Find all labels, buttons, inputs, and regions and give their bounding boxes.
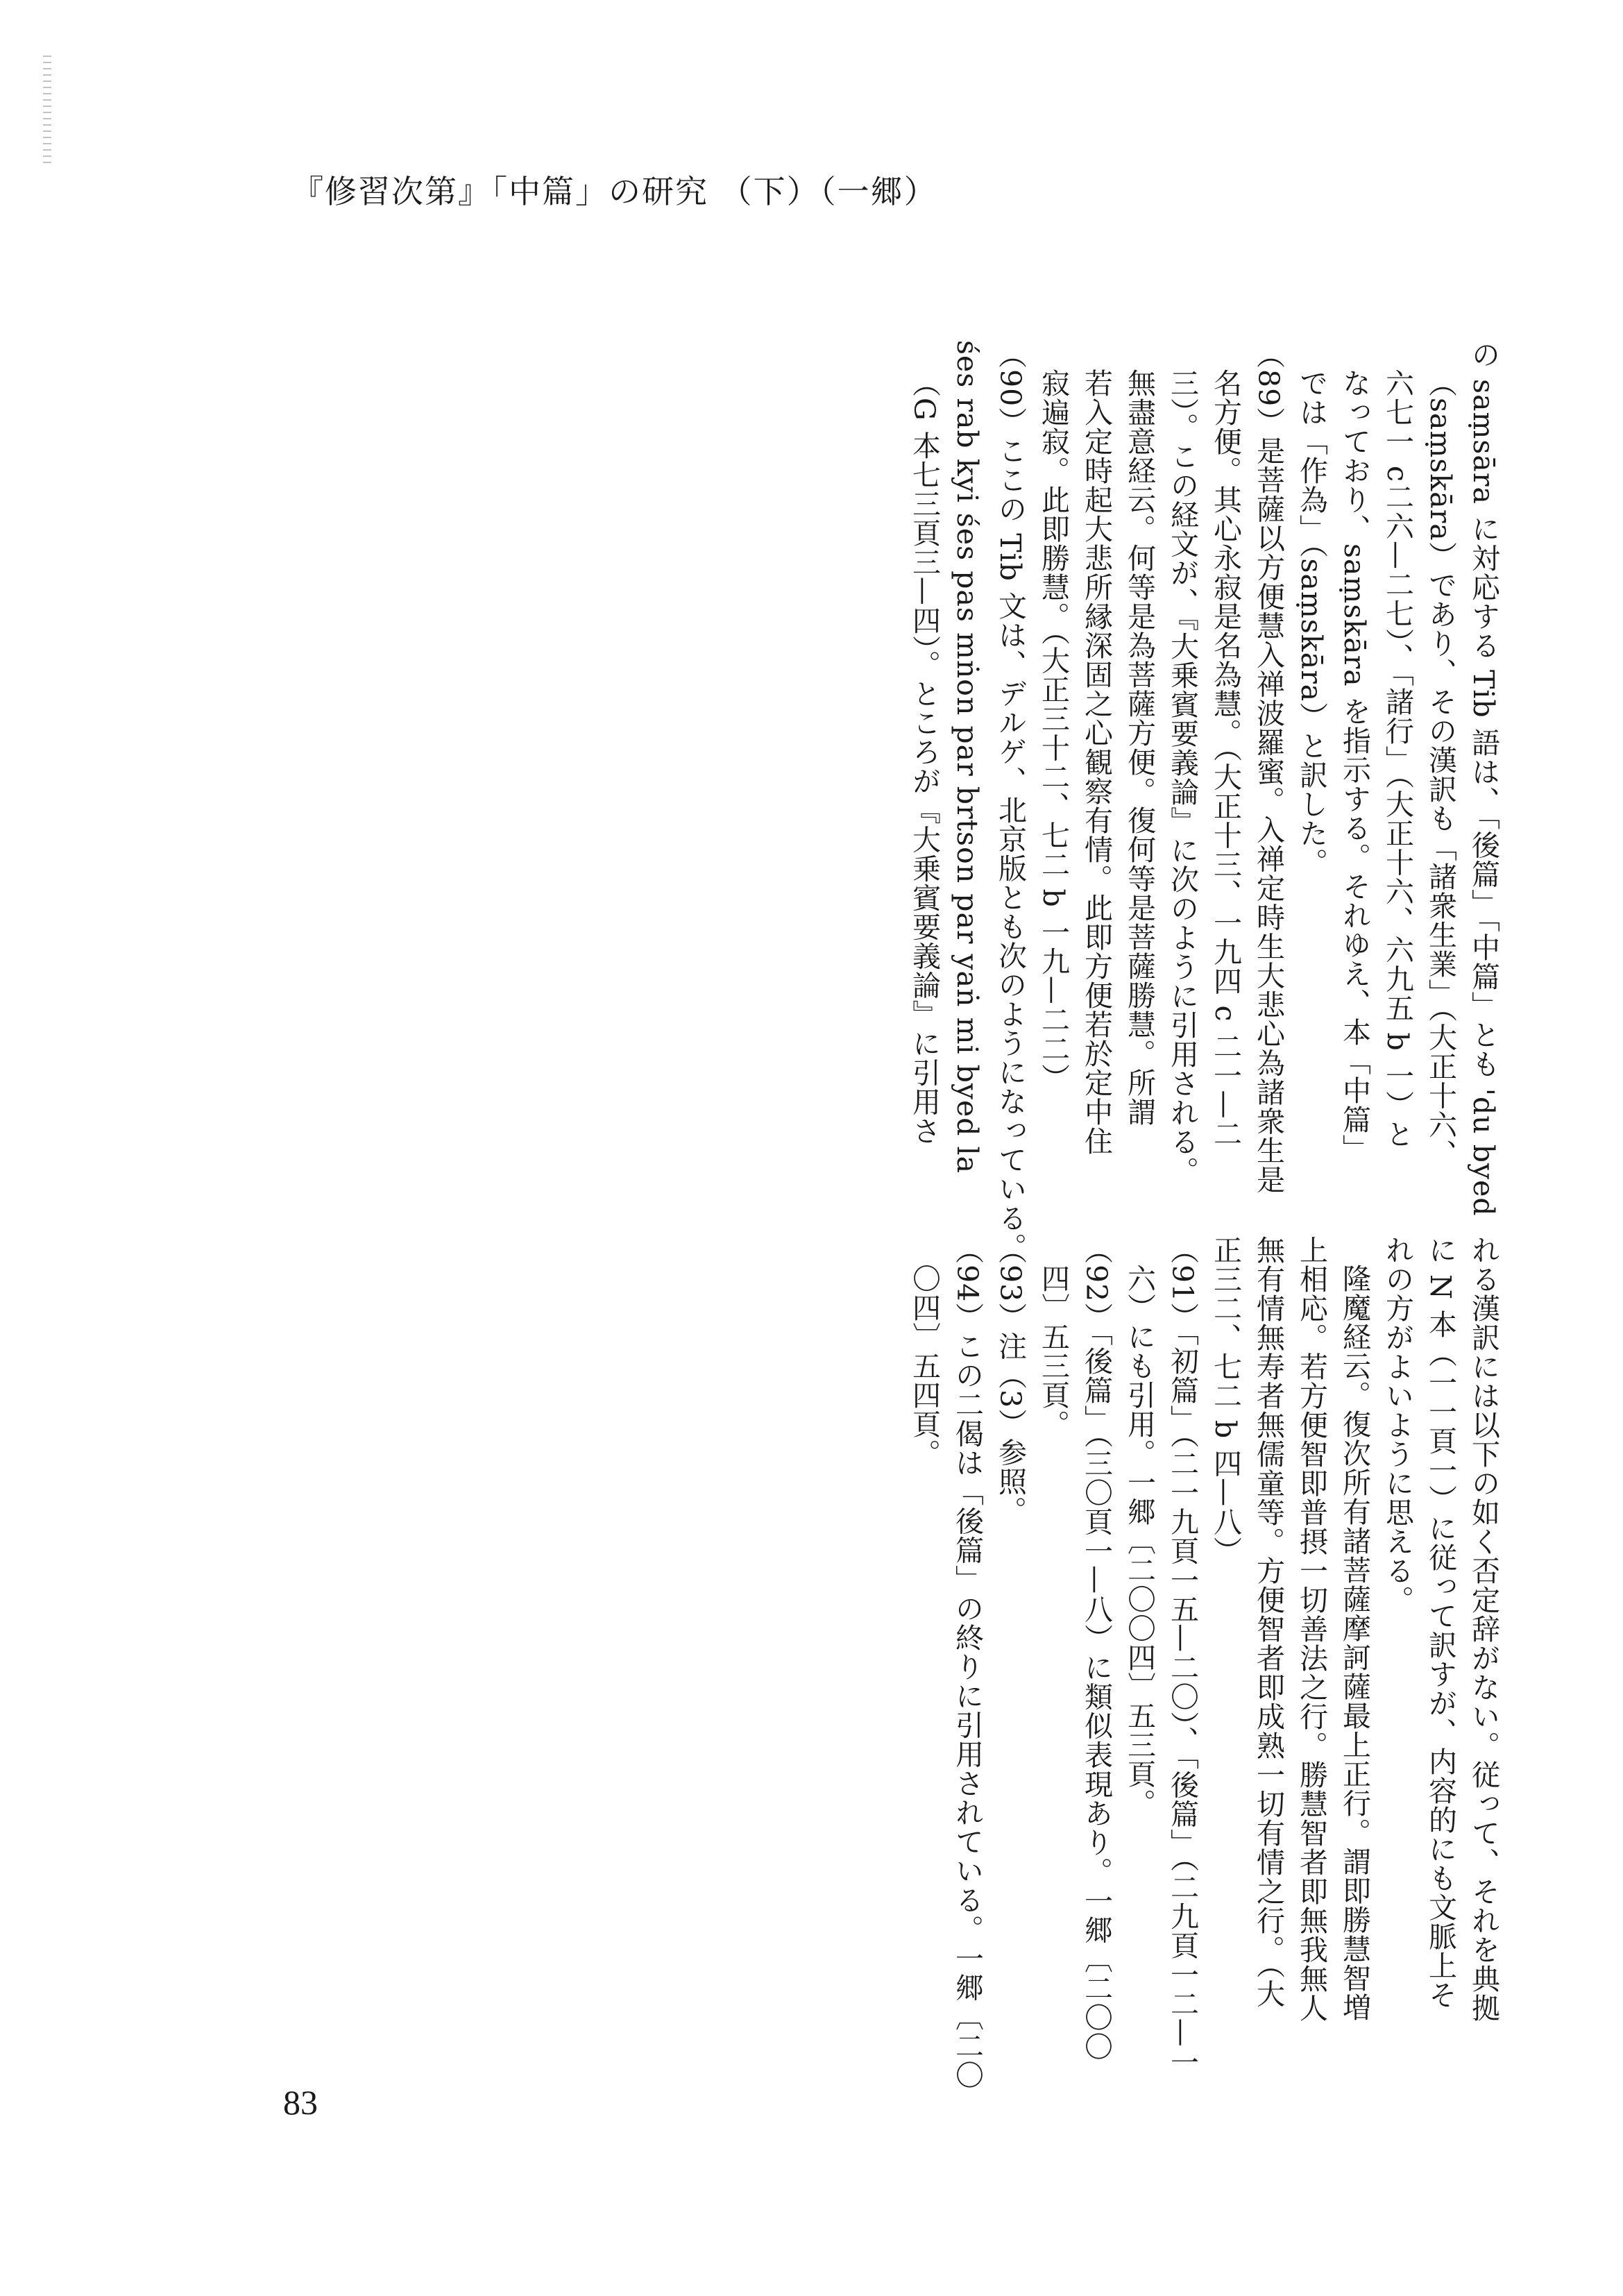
text-line: 四〕五三頁。 bbox=[1037, 1264, 1070, 1439]
note-line: （92）「後篇」（三〇頁一—八）に類似表現あり。一郷〔二〇〇 bbox=[1080, 1235, 1113, 2061]
text-line: 無盡意経云。何等是為菩薩方便。復何等是菩薩勝慧。所謂 bbox=[1123, 369, 1156, 1126]
text-line: れの方がよいように思える。 bbox=[1381, 1235, 1414, 1614]
text-line: śes rab kyi śes pas mṅon par brtson par yaṅ mi byed la bbox=[951, 340, 984, 1174]
text-line: 上相応。若方便智即普摂一切善法之行。勝慧智者即無我無人 bbox=[1295, 1235, 1328, 2023]
upper-text-block bbox=[756, 340, 1505, 1262]
text-line: 無有情無寿者無儒童等。方便智者即成熟一切有情之行。（大 bbox=[1252, 1235, 1285, 2009]
text-line: れる漢訳には以下の如く否定辞がない。従って、それを典拠 bbox=[1467, 1235, 1500, 2023]
page-number: 83 bbox=[283, 2083, 318, 2122]
running-head: 『修習次第』「中篇」の研究 （下）（一郷） bbox=[291, 173, 937, 210]
text-line: 六七一 c二六—二七）、「諸行」（大正十六、六九五 b 一）と bbox=[1381, 369, 1414, 1149]
text-line: 三）。この経文が、『大乗賓要義論』に次のように引用される。 bbox=[1166, 369, 1199, 1185]
note-line: （93）注（3）参照。 bbox=[994, 1235, 1027, 1526]
text-line: なっており、saṃskāra を指示する。それゆえ、本「中篇」 bbox=[1338, 369, 1371, 1163]
text-line: 〇四〕五四頁。 bbox=[908, 1264, 941, 1468]
text-line: に N 本（一一頁一）に従って訳すが、内容的にも文脈上そ bbox=[1424, 1235, 1457, 2009]
text-line: 六）にも引用。一郷〔二〇〇四〕五三頁。 bbox=[1123, 1264, 1156, 1818]
text-line: （saṃskāra）であり、その漢訳も「諸衆生業」（大正十六、 bbox=[1424, 369, 1457, 1169]
margin-scan-marks bbox=[43, 56, 51, 167]
text-line: （G 本七三頁三—四）。ところが『大乗賓要義論』に引用さ bbox=[908, 369, 941, 1146]
text-line: 若入定時起大悲所縁深固之心観察有情。此即方便若於定中住 bbox=[1080, 369, 1113, 1156]
note-line: （90）ここの Tib 文は、デルゲ、北京版とも次のようになっている。 bbox=[994, 340, 1027, 1262]
text-line: 寂遍寂。此即勝慧。（大正三十二、七二 b 一九—二二） bbox=[1037, 369, 1070, 1092]
note-line: （94）この二偈は「後篇」の終りに引用されている。一郷〔二〇 bbox=[951, 1235, 984, 2090]
text-line: の saṃsāra に対応する Tib 語は、「後篇」「中篇」とも 'du byed bbox=[1467, 340, 1500, 1217]
text-line: では「作為」（saṃskāra）と訳した。 bbox=[1295, 369, 1328, 877]
text-line: 名方便。其心永寂是名為慧。（大正十三、一九四 c 二一—二 bbox=[1209, 369, 1242, 1149]
note-line: （89）是菩薩以方便慧入禅波羅蜜。入禅定時生大悲心為諸衆生是 bbox=[1252, 340, 1285, 1195]
text-line: 正三二、七二 b 四—八） bbox=[1209, 1235, 1242, 1566]
text-line: 隆魔経云。復次所有諸菩薩摩訶薩最上正行。謂即勝慧智増 bbox=[1338, 1264, 1371, 2022]
note-line: （91）「初篇」（二一九頁一五—二〇）、「後篇」（二九頁一二—一 bbox=[1166, 1235, 1199, 2077]
lower-text-block bbox=[742, 1235, 1505, 2090]
